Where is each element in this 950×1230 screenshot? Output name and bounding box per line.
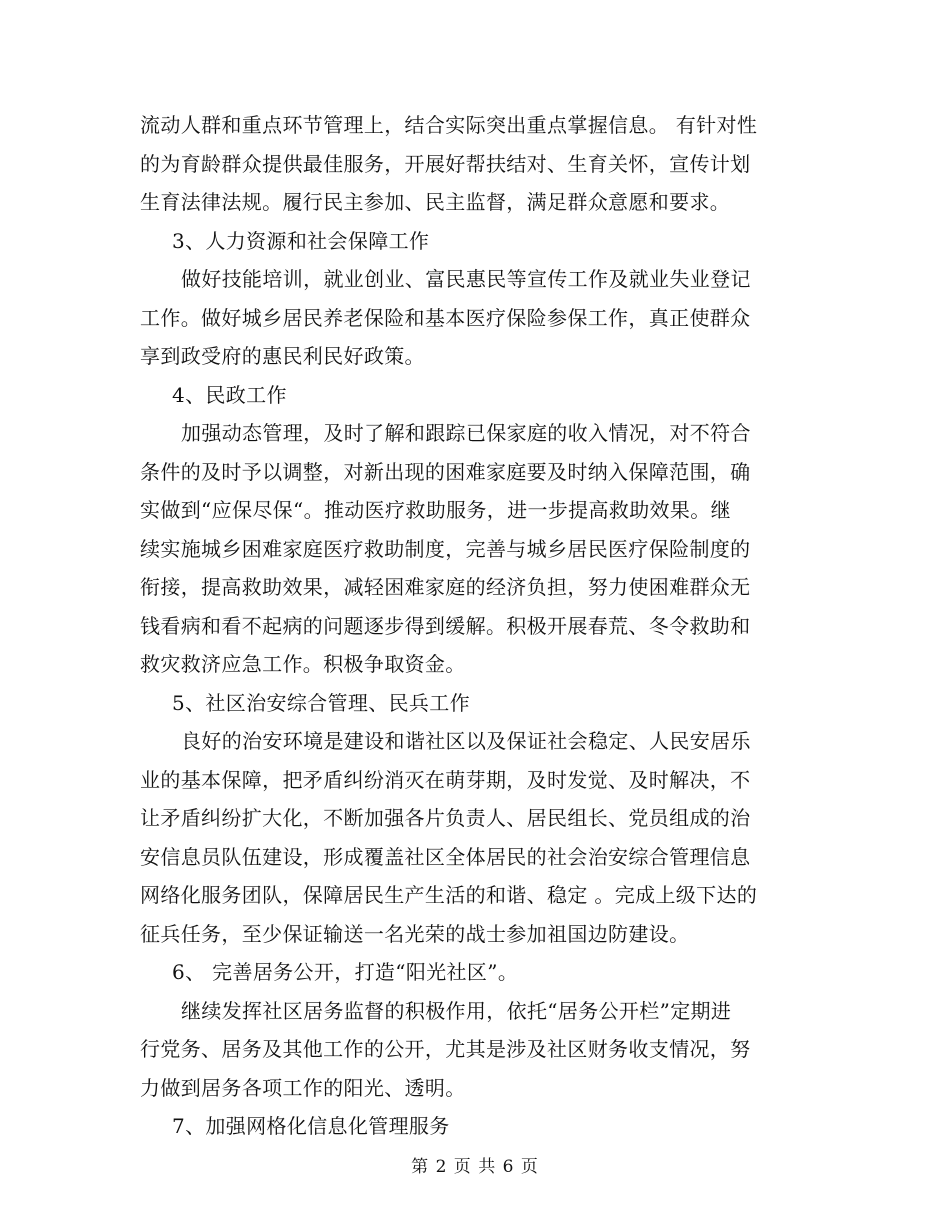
text-line: 安信息员队伍建设，形成覆盖社区全体居民的社会治安综合管理信息 <box>140 844 751 869</box>
text-line: 实做到“应保尽保“。推动医疗救助服务，进一步提高救助效果。继 <box>140 498 731 522</box>
text-line: 征兵任务，至少保证输送一名光荣的战士参加祖国边防建设。 <box>140 921 690 946</box>
section-heading: 3、人力资源和社会保障工作 <box>172 228 430 253</box>
text-line: 救灾救济应急工作。积极争取资金。 <box>140 652 466 676</box>
text-line: 享到政受府的惠民利民好政策。 <box>140 344 425 368</box>
text-line: 网络化服务团队，保障居民生产生活的和谐、稳定 。完成上级下达的 <box>140 883 758 907</box>
text-line: 续实施城乡困难家庭医疗救助制度，完善与城乡居民医疗保险制度的 <box>140 536 751 561</box>
section-heading: 4、民政工作 <box>172 382 287 407</box>
text-line: 业的基本保障，把矛盾纠纷消灭在萌芽期，及时发觉、及时解决，不 <box>140 767 751 792</box>
text-line: 工作。做好城乡居民养老保险和基本医疗保险参保工作，真正使群众 <box>140 305 751 330</box>
text-line: 钱看病和看不起病的问题逐步得到缓解。积极开展春荒、冬令救助和 <box>140 613 751 638</box>
document-body <box>140 106 808 1146</box>
text-line: 让矛盾纠纷扩大化，不断加强各片负责人、居民组长、党员组成的治 <box>140 806 751 830</box>
text-line: 力做到居务各项工作的阳光、透明。 <box>140 1075 466 1100</box>
text-line: 行党务、居务及其他工作的公开，尤其是涉及社区财务收支情况，努 <box>140 1037 751 1061</box>
text-line: 条件的及时予以调整，对新出现的困难家庭要及时纳入保障范围，确 <box>140 459 751 484</box>
section-heading: 6、 完善居务公开，打造“阳光社区”。 <box>172 960 519 984</box>
page-number-footer: 第 2 页 共 6 页 <box>411 1157 539 1177</box>
text-line: 做好技能培训，就业创业、富民惠民等宣传工作及就业失业登记 <box>181 267 751 291</box>
text-line: 衔接，提高救助效果，减轻困难家庭的经济负担，努力使困难群众无 <box>140 575 751 599</box>
text-line: 良好的治安环境是建设和谐社区以及保证社会稳定、人民安居乐 <box>181 729 751 753</box>
text-line: 继续发挥社区居务监督的积极作用，依托“居务公开栏”定期进 <box>181 998 732 1023</box>
section-heading: 7、加强网格化信息化管理服务 <box>172 1114 450 1138</box>
text-line: 加强动态管理，及时了解和跟踪已保家庭的收入情况，对不符合 <box>181 421 751 445</box>
text-line: 的为育龄群众提供最佳服务，开展好帮扶结对、生育关怀，宣传计划 <box>140 151 751 176</box>
text-line: 流动人群和重点环节管理上，结合实际突出重点掌握信息。 有针对性 <box>140 113 758 137</box>
section-heading: 5、社区治安综合管理、民兵工作 <box>172 690 470 715</box>
text-line: 生育法律法规。履行民主参加、民主监督，满足群众意愿和要求。 <box>140 190 731 214</box>
